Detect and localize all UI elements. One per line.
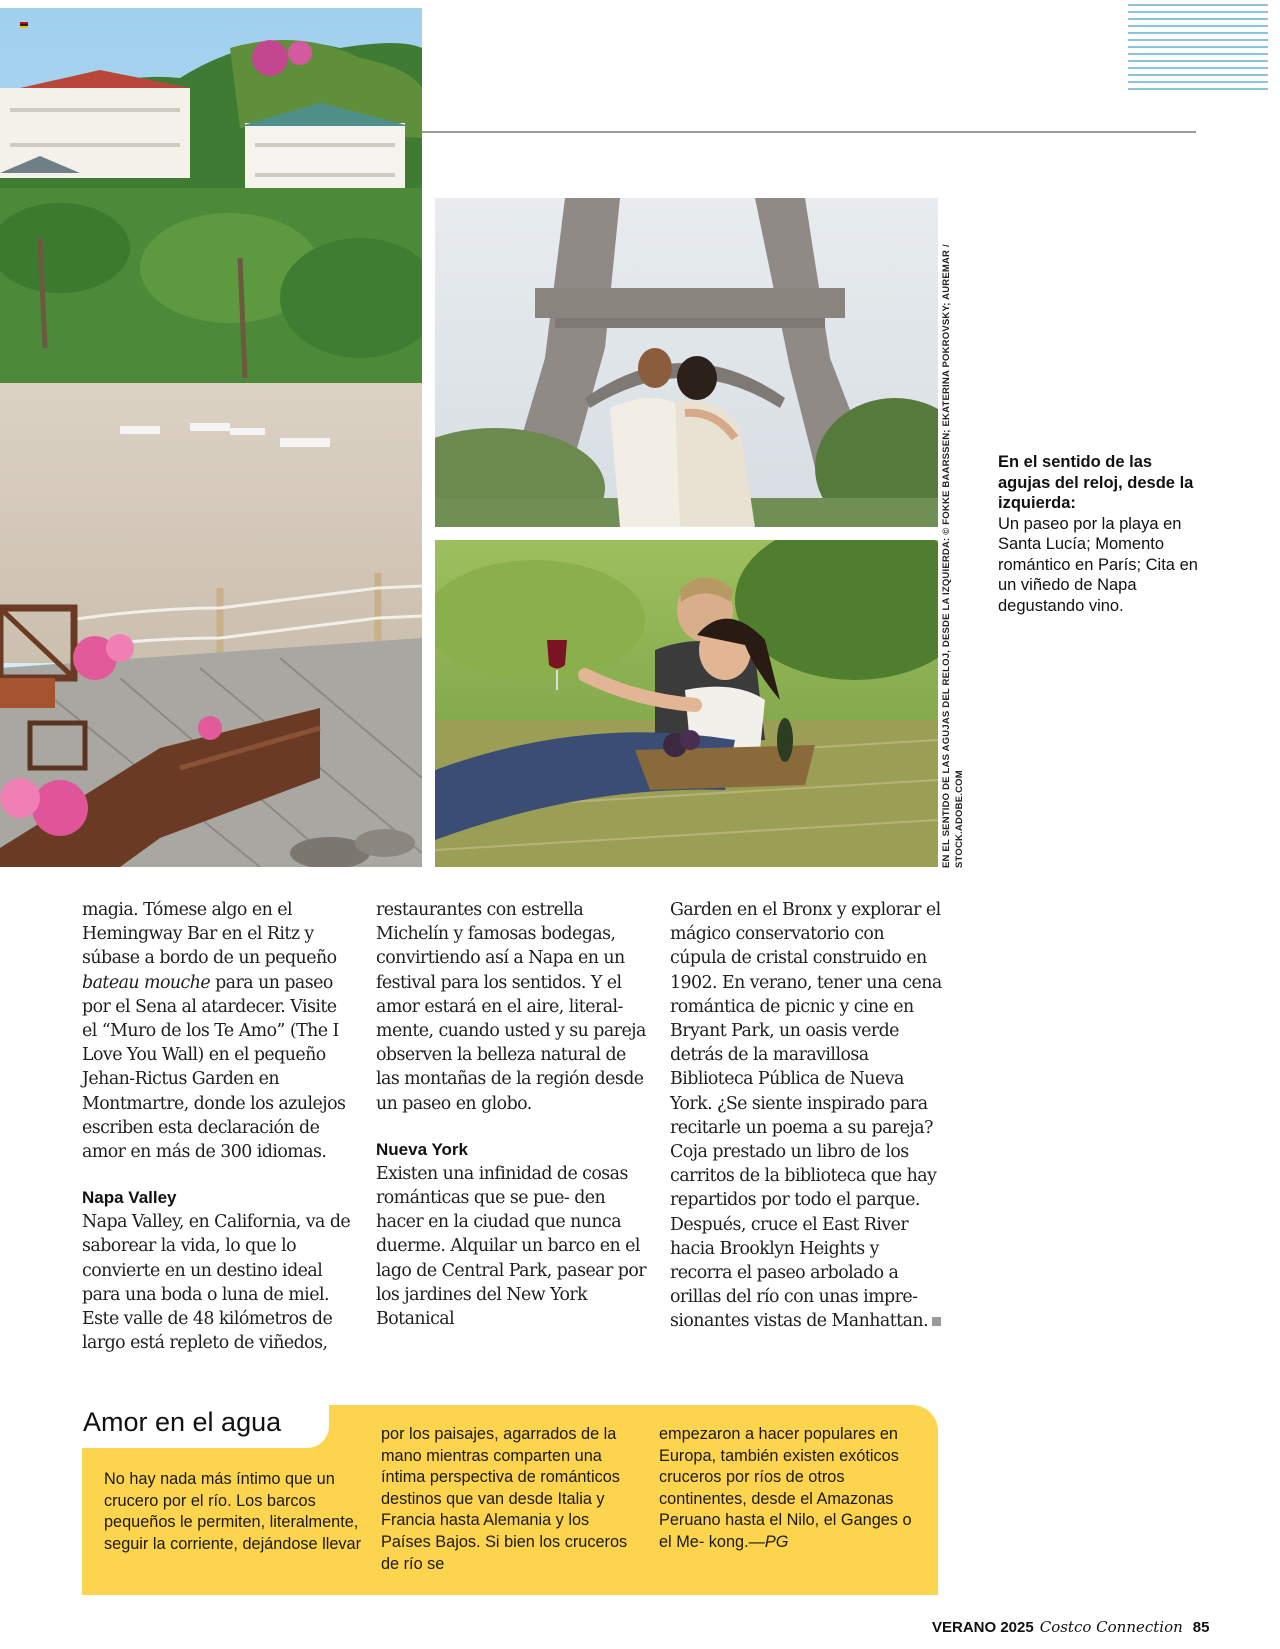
sidebar-text-1: No hay nada más íntimo que un crucero por el río. Los barcos pequeños le permiten, literalmente, seguir la corriente, dejándose llevar xyxy=(104,1470,362,1553)
ny-paragraph-2 xyxy=(670,898,942,1334)
page-footer xyxy=(932,1618,1209,1636)
sidebar-signature: —PG xyxy=(748,1532,789,1551)
sidebar-text-3-body: empezaron a hacer populares en Europa, también existen exóticos cruceros por ríos de otros continentes, desde el Amazonas Peruano hasta el Nilo, el Ganges o el Me- kong. xyxy=(659,1425,912,1551)
footer-magazine: Costco Connection xyxy=(1039,1618,1183,1636)
sidebar-column-2 xyxy=(381,1424,641,1575)
nueva-york-heading: Nueva York xyxy=(376,1139,468,1159)
ny-paragraph-1: Existen una infinidad de cosas románticas que se pue- den hacer en la ciudad que nunca duerme. Alquilar un barco en el lago de Central Park, pasear por los jardines del New York Botanical xyxy=(376,1163,647,1330)
sidebar-text-3 xyxy=(659,1424,921,1554)
body-column-3 xyxy=(670,898,942,1334)
bateau-mouche-italic: bateau mouche xyxy=(82,972,211,993)
body-column-2 xyxy=(376,898,648,1331)
end-mark-icon xyxy=(932,1317,941,1326)
caption-heading: En el sentido de las agujas del reloj, desde la izquierda: xyxy=(998,453,1194,512)
horizontal-rule xyxy=(422,131,1196,133)
sidebar-text-2: por los paisajes, agarrados de la mano mientras comparten una íntima perspectiva de románticos destinos que van desde Italia y Francia hasta Alemania y los Países Bajos. Si bien los cruceros de río se xyxy=(381,1425,628,1573)
caption-text: Un paseo por la playa en Santa Lucía; Momento romántico en París; Cita en un viñedo de Napa degustando vino. xyxy=(998,514,1198,615)
napa-valley-heading: Napa Valley xyxy=(82,1188,177,1208)
paris-text-b: para un paseo por el Sena al atardecer. Visite el “Muro de los Te Amo” (The I Love You Wall) en el pequeño Jehan-Rictus Garden en Montmartre, donde los azulejos escriben esta declaración de amor en más de 300 idiomas. xyxy=(82,972,346,1163)
sidebar-column-1 xyxy=(104,1469,364,1555)
beach-resort-photo xyxy=(0,8,422,867)
ny-text-2: Garden en el Bronx y explorar el mágico conservatorio con cúpula de cristal construido en 1902. En verano, tener una cena romántica de picnic y cine en Bryant Park, un oasis verde detrás de la maravillosa Biblioteca Pública de Nueva York. ¿Se siente inspirado para recitarle un poema a su pareja? Coja prestado un libro de los carritos de la biblioteca que hay repartidos por todo el parque. Después, cruce el East River hacia Brooklyn Heights y recorra el paseo arbolado a orillas del río con unas impre- sionantes vistas de Manhattan. xyxy=(670,900,942,1332)
paris-paragraph xyxy=(82,898,354,1164)
eiffel-tower-couple-photo xyxy=(435,198,938,527)
page-number: 85 xyxy=(1192,1619,1210,1636)
body-column-1 xyxy=(82,898,354,1355)
sidebar-title: Amor en el agua xyxy=(83,1407,282,1437)
sidebar-column-3 xyxy=(659,1424,921,1554)
vineyard-wine-couple-photo xyxy=(435,540,938,867)
footer-season: VERANO 2025 xyxy=(932,1619,1034,1636)
paris-text-a: magia. Tómese algo en el Hemingway Bar en el Ritz y súbase a bordo de un pequeño xyxy=(82,900,337,969)
napa-paragraph-1: Napa Valley, en California, va de saborear la vida, lo que lo convierte en un destino ideal para una boda o luna de miel. Este valle de 48 kilómetros de largo está repleto de viñedos, xyxy=(82,1212,351,1354)
photo-caption xyxy=(998,452,1203,616)
decorative-stripes xyxy=(1128,4,1268,100)
napa-paragraph-2: restaurantes con estrella Michelín y famosas bodegas, convirtiendo así a Napa en un festival para los sentidos. Y el amor estará en el aire, literal- mente, cuando usted y su pareja observen la belleza natural de las montañas de la región desde un paseo en globo. xyxy=(376,900,646,1114)
photo-credit: EN EL SENTIDO DE LAS AGUJAS DEL RELOJ, DESDE LA IZQUIERDA: © FOKKE BAARSSEN; EKATERINA POKROVSKY; AUREMAR / STOCK.ADOBE.COM xyxy=(941,244,965,868)
